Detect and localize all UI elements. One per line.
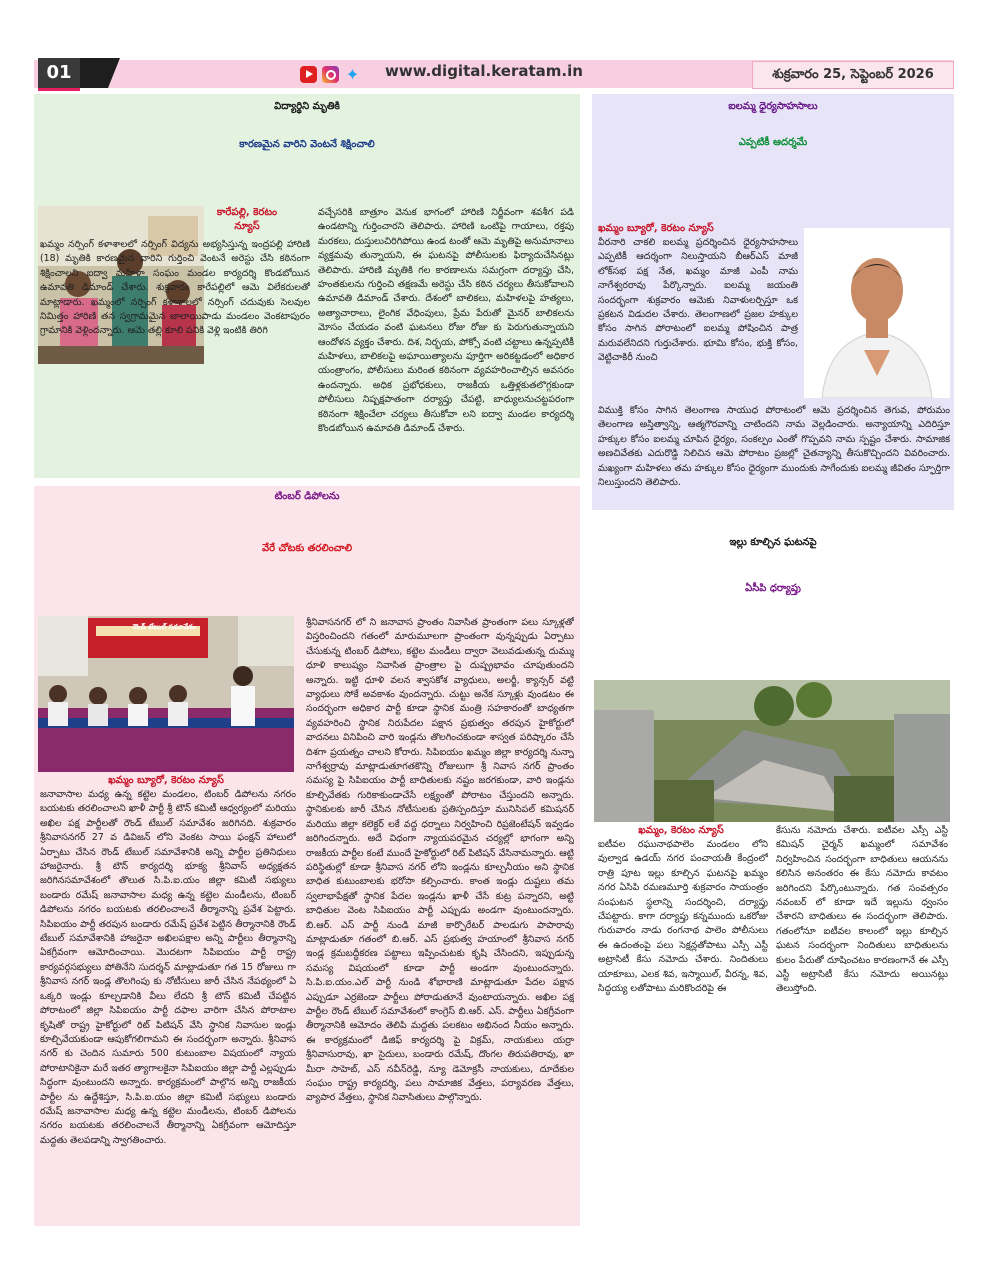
story-timber-depots xyxy=(34,486,580,1226)
story4-text-left: ఐటీవల రఘునాథపాలెం మండలం లోని వుల్వాడ ఉడయ్ నగర పంచాయతీ కేంద్రంలో రాత్రి పూట ఇల్లు కూల్చిన ఘటనపై ఖమ్మం నగర ఏసిపి రమణమూర్తి శుక్రవారం సాయంత్రం సంఘటన స్థలాన్ని సందర్శించి, దర్యాప్తు చేపట్టారు. కాగా దర్యాప్తు కన్నముందు ఒకరోజు గురువారం నాడు రంగనాథ పాలెం పోలీసులు ఈ ఉదంతంపై పలు సెక్షన్లతోపాటు ఎస్సీ ఎస్టీ అట్రాసిటీ కేసు నమోదు చేశారు. నిందితులు యాకూబు, ఎలక శివ, ఇస్మాయిల్, వీరన్న, శివ, సిద్ధయ్య లతోపాటు మరికొందరిపై ఈ xyxy=(598,839,768,995)
story1-text-right: వచ్చేసరికి బాత్రూం వెనుక భాగంలో హారిణి నిర్జీవంగా శవశీగ పడి ఉండటాన్ని గుర్తించారని తెలిపారు. హారిణి ఒంటిపై గాయాలు, రక్తపు మరకలు, దుస్తులుచిరిగిపోయి ఉండ టంతో ఆమె మృతిపై అనుమానాలు వ్యక్తమవు తున్నాయని, ఈ ఘటనపై పోలీసులకు ఫిర్యాదుచేసినట్లు తెలిపారు. హారిణి మృతికి గల కారణాలను సమగ్రంగా దర్యాప్తు చేసి, హంతకులను గుర్తించి తక్షణమే అరెస్టు చేసి కఠిన చర్యలు తీసుకోవాలని ఉమావతి డిమాండ్ చేశారు. దేశంలో బాలికలు, మహిళలపై హత్యలు, అత్యాచారాలు, లైంగిక వేధింపులు, ప్రేమ పేరుతో మైనర్ బాలికలను మోసం చేయడం వంటి ఘటనలు రోజు రోజు కు పెరుగుతున్నాయని ఆందోళన వ్యక్తం చేశారు. దిశ, నిర్భయ, పోక్సో వంటి చట్టాలు ఉన్నప్పటికీ మహిళలు, బాలికలపై అఘాయిత్యాలను పూర్తిగా అరికట్టడంలో అధికార యంత్రాంగం, పోలీసులు మరింత కఠినంగా వ్యవహరించాల్సిన అవసరం ఉందన్నారు. అధిక ప్రభోధకులు, రాజకీయ ఒత్తిళ్లకుతలొగ్గకుండా పోలీసులు నిష్పక్షపాతంగా దర్యాప్తు చేపట్టి, బాధ్యులనుచట్టపరంగా కఠినంగా శిక్షించేలా చర్యలు తీసుకోవా లని ఐద్వా మండల కార్యదర్శి కొండబోయిన ఉమావతి డిమాండ్ చేశారు. xyxy=(318,207,574,435)
story3-byline: ఖమ్మం బ్యూరో, కెరటం న్యూస్ xyxy=(108,775,224,786)
issue-date: శుక్రవారం 25, సెప్టెంబర్ 2026 xyxy=(752,61,954,89)
instagram-icon[interactable] xyxy=(322,66,339,83)
story-house-demolition xyxy=(592,518,954,1226)
story2-byline: ఖమ్మం బ్యూరో, కెరటం న్యూస్ xyxy=(598,223,714,234)
story1-kicker: విద్యార్థిని మృతికి xyxy=(274,101,340,112)
website-link[interactable]: www.digital.keratam.in xyxy=(385,62,583,80)
story3-photo xyxy=(38,616,294,772)
page-number: 01 xyxy=(38,58,80,91)
twitter-icon[interactable]: ✦ xyxy=(345,65,360,84)
story4-byline: ఖమ్మం, కెరటం న్యూస్ xyxy=(638,825,724,836)
story2-kicker: ఐలమ్మ ధైర్యసాహసాలు xyxy=(728,101,818,112)
story3-text-right: శ్రీనివాసనగర్ లో ని జనావాస ప్రాంతం నివాసిత ప్రాంతంగా పలు స్కూళ్లతో విస్తరించిందని గతంలో మారుమూలగా ప్రాంతంగా వున్నప్పుడు ఏర్పాటు చేసుకున్న టింబర్ డిపోలు, కట్టెల మండీలు ద్వారా వెలువడుతున్న దుమ్ము ధూళి కాలుష్యం నివాసిత ప్రాంత్రాల పై దుష్ప్రభావం చూపుతుందని అన్నారు. ఇట్టి ధూళి వలన శ్వాసకోశ వ్యాధులు, అలర్జీ, క్యాన్సర్ వట్టి వ్యాధులు సోకే అవకాశం వుందన్నారు. చుట్టు అనేక స్కూళ్లు వుండటం ఈ సందర్భంగా అధికార పార్టీ కూడా స్థానిక మంత్రి సహకారంతో బాధ్యతగా వ్యవహరించి స్థానిక నిరుపేదల పక్షాన ప్రభుత్వం తరపున హైకోర్టులో వాదనలు వినిపించి వారి ఇండ్లను తొలగించకుండా శాస్వత పరిష్కారం చేసే దిశగా ప్రయత్నం చాలని కోరారు. సిపిఐయం ఖమ్మం జిల్లా కార్యదర్శి నున్నా నాగేశ్వర్రావు మాట్లాడుతూగతకొన్ని రోజులుగా శ్రీ నివాస నగర్ ప్రాంతం సమస్య పై సిపిఐయం పార్టీ బాధితులకు నష్టం జరగకుండా, వారి ఇండ్లను కూల్చివేతకు గురికాకుండాచేసే లక్ష్యంతో పోరాటం చేస్తుందని అన్నారు. స్థానికులకు జారీ చేసిన నోటీసులకు ప్రతిస్పందిస్తూ మునిసిపల్ కమిషనర్ మరియు జిల్లా కలెక్టర్ లకే వద్ద ధర్నాలు నిర్వహించి రిప్రజెంటేషన్ ఇవ్వడం జరిగిందన్నారు. అదే విధంగా న్యాయపరమైన చర్యల్లో భాగంగా అన్ని రాజకీయ పార్టీల కంటే ముందే హైకోర్టులో రిట్ పిటిషన్ వేసినామన్నారు. ఆట్టి పరిస్థితుల్లో కూడా శ్రీనివాస నగర్ లోని ఇండ్లను కూల్చనీయం అని స్థానిక బాధిత కుటుంబాలకు భరోసా కల్పించారు. కాంత ఇండ్లు దుష్టలు తమ స్వలాభాపేక్షతో స్థానిక పేదల ఇండ్లను ఖాళీ చేసే కుట్ర పన్నారని, అట్టి బాధితుల వెంట సిపిఐయం పార్టీ ఎప్పుడు అండగా వుంటుందన్నారు. బి.ఆర్. ఎస్ పార్టీ నుండి మాజీ కార్పొరేటర్ పాలడుగు పాపారావు మాట్లాడుతూ గతంలో బి.ఆర్. ఎస్ ప్రభుత్వ హయాంలో శ్రీనివాస నగర్ ఇండ్ల క్రమబద్ధీకరణ పట్టాలు ఇప్పించుటకు కృషి చేసిందని, ఇప్పుడున్న సమస్య విషయంలో కూడా పార్టీ అండగా వుంటుందన్నారు. సి.పి.ఐ.యం.ఎల్ పార్టీ నుండి శోభారాణి మాట్లాడుతూ పేదల పక్షాన ఎప్పుడూ ఎర్రజెండా పార్టీలు పోరాడుతూనే వుంటాయన్నారు. అఖిల పక్ష పార్టీల రౌండ్ టేబుల్ సమావేశంలో కాంగ్రెస్ బి.ఆర్. ఎస్. పార్టీలు ఏకగ్రీవంగా తీర్మానానికి ఆమోదం తెలిపి మద్దతు పలకటం అభినంద నీయం అన్నారు. ఈ కార్యక్రమంలో డిజిఫ్ కార్యదర్శి పై విక్రమ్, నాయకులు యర్రా శ్రీనివాసురావు, ఖా సైదులు, బండారు రమేష్, దొంగల తిరుపతిరావు, ఖా మీరా సాహెబ్, ఎస్ నవీన్‌రెడ్డి, న్యూ డెమోక్రసీ నాయకులు, దూదేకుల సంఘం రాష్ట్ర కార్యదర్శి, పలు సామాజిక వేత్తలు, పర్యావరణ వేత్తలు, వ్యాపార వేత్తలు, స్థానిక నివాసితులు పాల్గొన్నారు. xyxy=(306,617,574,1104)
story2-text-top: వీరనారి చాకలి ఐలమ్మ ప్రదర్శించిన ధైర్యసాహసాలు ఎప్పటికీ ఆదర్శంగా నిలుస్తాయని బీఆర్ఎస్ మాజీ లోక్‌సభ పక్ష నేత, ఖమ్మం మాజీ ఎంపీ నామ నాగేశ్వరరావు పేర్కొన్నారు. ఐలమ్మ జయంతి సందర్భంగా శుక్రవారం ఆమెకు నివాళులర్పిస్తూ ఒక ప్రకటన విడుదల చేశారు. తెలంగాణలో ప్రజల హక్కుల కోసం సాగిన పోరాటంలో ఐలమ్మ పోషించిన పాత్ర మరువలేనిదని గుర్తుచేశారు. భూమి కోసం, భుక్తి కోసం, వెట్టిచాకిరీ నుంచి xyxy=(598,237,798,364)
story4-kicker: ఇల్లు కూల్చిన ఘటనపై xyxy=(729,537,817,548)
story3-photo-banner: రౌండ్ టేబుల్ సమావేశం xyxy=(132,623,196,631)
story-student-death xyxy=(34,94,580,478)
story2-portrait xyxy=(804,228,950,398)
story2-text-bottom: విముక్తి కోసం సాగిన తెలంగాణ సాయుధ పోరాటంలో ఆమె ప్రదర్శించిన తెగువ, పోరుమం తెలంగాణ అస్తిత్వాన్ని, ఆత్మగౌరవాన్ని చాటిందని నామ వెల్లడించారు. అన్యాయాన్ని ఎదిరిస్తూ హక్కుల కోసం ఐలమ్మ చూపిన ధైర్యం, సంకల్పం ఎంతో గొప్పవని నామ స్పష్టం చేశారు. సామాజిక అణచివేతకు ఎదురొడ్డి నిలిచిన ఆమె పోరాటం ప్రజల్లో చైతన్యాన్ని తీసుకొచ్చిందని వివరించారు. మఖ్యంగా మహిళలు తమ హక్కుల కోసం ధైర్యంగా ముందుకు సాగేందుకు ఐలమ్మ జీవితం స్ఫూర్తిగా నిలుస్తుందని తెలిపారు. xyxy=(598,405,950,489)
story1-byline: కారేపల్లి, కెరటం న్యూస్ xyxy=(216,207,278,232)
story3-kicker: టింబర్ డిపోలను xyxy=(274,491,340,502)
story-ailamma xyxy=(592,94,954,510)
story3-headline: వేరే చోటకు తరలించాలి xyxy=(261,543,353,554)
story4-headline: ఏసీపి ధర్యాప్తు xyxy=(745,583,801,594)
story1-text-left: ఖమ్మం నర్సింగ్ కళాశాలలో నర్సింగ్ విద్యను అభ్యసిస్తున్న ఇంద్రపల్లి హారిణి (18) మృతికి కారణమైన వారిని గుర్తించి వెంటనే అరెస్టు చేసి కఠినంగా శిక్షించాలని ఐద్వా మహిళా సంఘం మండల కార్యదర్శి కొండబోయిన ఉమావతి డిమాండ్ చేశారు. శుక్రవారం కారేపల్లిలో ఆమె విలేకరులతో మాట్లాడారు. ఖమ్మంలో నర్సింగ్ కళాశాలలో నర్సింగ్ చదువుకు సెలవుల నిమిత్తం హారిణి తన స్వగ్రామమైన జాలాయిపాడు మండలం వెంకటాపురం గ్రామానికి వెళ్లిందన్నారు. ఆమె తల్లి కూలి పనికి వెళ్లి ఇంటికి తిరిగి xyxy=(40,239,310,337)
story4-text-right: కేసును నమోదు చేశారు. ఐటీవల ఎస్సీ ఎస్టీ కమిషన్ చైర్మన్ ఖమ్మంలో సమావేశం నిర్వహించిన సందర్భంగా బాధితులు ఆయనను కలిసిన అనంతరం ఈ కేసు నమోదు కావటం జరిగిందని పేర్కొంటున్నారు. గత సంవత్సరం నవంబర్ లో కూడా ఇదే ఇల్లును ధ్వంసం చేశారని బాధితులు ఈ సందర్భంగా తెలిపారు. గతంలోనూ ఐటీవల కాలంలో ఇల్లు కూల్చిన ఘటన సందర్భంగా నిందితులు బాధితులను కులం పేరుతో దూషించటం కారణంగానే ఈ ఎస్సీ ఎస్టీ అట్రాసిటీ కేసు నమోదు అయినట్లు తెలుస్తోంది. xyxy=(776,825,948,995)
story4-photo xyxy=(594,680,950,822)
story2-headline: ఎప్పటికీ ఆదర్శమే xyxy=(738,137,808,148)
story1-headline: కారణమైన వారిని వెంటనే శిక్షించాలి xyxy=(239,139,375,150)
story3-text-left: జనావాసాల మధ్య ఉన్న కట్టెల మండలం, టింబర్ డిపోలను నగరం బయటకు తరలించాలని ఖాళీ పార్టీ శ్రీ టౌన్ కమిటీ ఆధ్వర్యంలో మరియు అఖిల పక్ష పార్టీలతో రౌండ్ టేబుల్ సమావేశం జరిగినది. శుక్రవారం శ్రీనివాసనగర్ 27 వ డివిజన్ లోని వెంకట సాయి ఫంక్షన్ హాలులో ఏర్పాటు చేసిన రౌండ్ టేబుల్ సమావేశానికి అన్ని పార్టీల ప్రతినిధులు హాజరైనారు. శ్రీ టౌన్ కార్యదర్శి భూక్య శ్రీనివాస్ అధ్యక్షతన జరిగినసమావేశంలో తొలుత సి.పి.ఐ.యం జిల్లా కమిటీ సభ్యులు బండారు రమేష్ జనావాసాల మధ్య ఉన్న కట్టెల మండీలను, టింబర్ డిపోలను నగరం బయటకు తరలించాలనే తీర్మానాన్ని ప్రవేశ పెట్టారు. సిపిఐయం పార్టీ తరపున బండారు రమేష్ ప్రవేశ పెట్టిన తీర్మానానికి రౌండ్ టేబుల్ సమావేశానికి హాజరైనా అఖిలపక్షాల అన్ని పార్టీలు తీర్మానాన్ని ఏకగ్రీవంగా ఆమోదించాయి. మొదటగా సిపిఐయం పార్టీ రాష్ట్ర కార్యవర్గసభ్యులు పోతినేని సుదర్శన్ మాట్లాడుతూ గత 15 రోజులు గా శ్రీనివాస నగర్ ఇండ్ల తొలగింపు కు నోటీసులు జారీ చేసిన నేపథ్యంలో ఏ ఒక్కరి ఇండ్లు కూల్చడానికి వీలు లేదని శ్రీ టౌన్ కమిటీ చేపట్టిన పోరాటంలో జిల్లా సిపిఐయం పార్టీ దఫాల వారిగా చేసిన పోరాటాల కృషితో రాష్ట్ర హైకోర్టులో రిట్ పిటిషన్ వేసి స్థానిక నివాసుల ఇండ్లు కూల్చివేయకుండా ఆపుకోగలిగామని ఈ సందర్భంగా అన్నారు. శ్రీనివాస నగర్ కు చెందిన సుమారు 500 కుటుంబాల విషయంలో న్యాయ పోరాటానికైనా మరే ఇతర త్యాగాలకైనా సిపిఐయం జిల్లా పార్టీ ఎల్లప్పుడు సిద్ధంగా వుంటుందని అన్నారు. కార్యక్రమంలో పాల్గొన అన్ని రాజకీయ పార్టీల ను ఉద్దేశిస్తూ, సి.పి.ఐ.యం జిల్లా కమిటీ సభ్యులు బండారు రమేష్ జనావాసాల మధ్య ఉన్న కట్టెల మండీలను, టింబర్ డిపోలను నగరం బయటకు తరలించాలనే తీర్మానాన్ని ఏకగ్రీవంగా ఆమోదిస్తూ మద్దతు తెలపడాన్ని స్వాగతించారు. xyxy=(40,789,296,1146)
youtube-icon[interactable] xyxy=(300,66,317,83)
social-icons xyxy=(300,64,366,82)
